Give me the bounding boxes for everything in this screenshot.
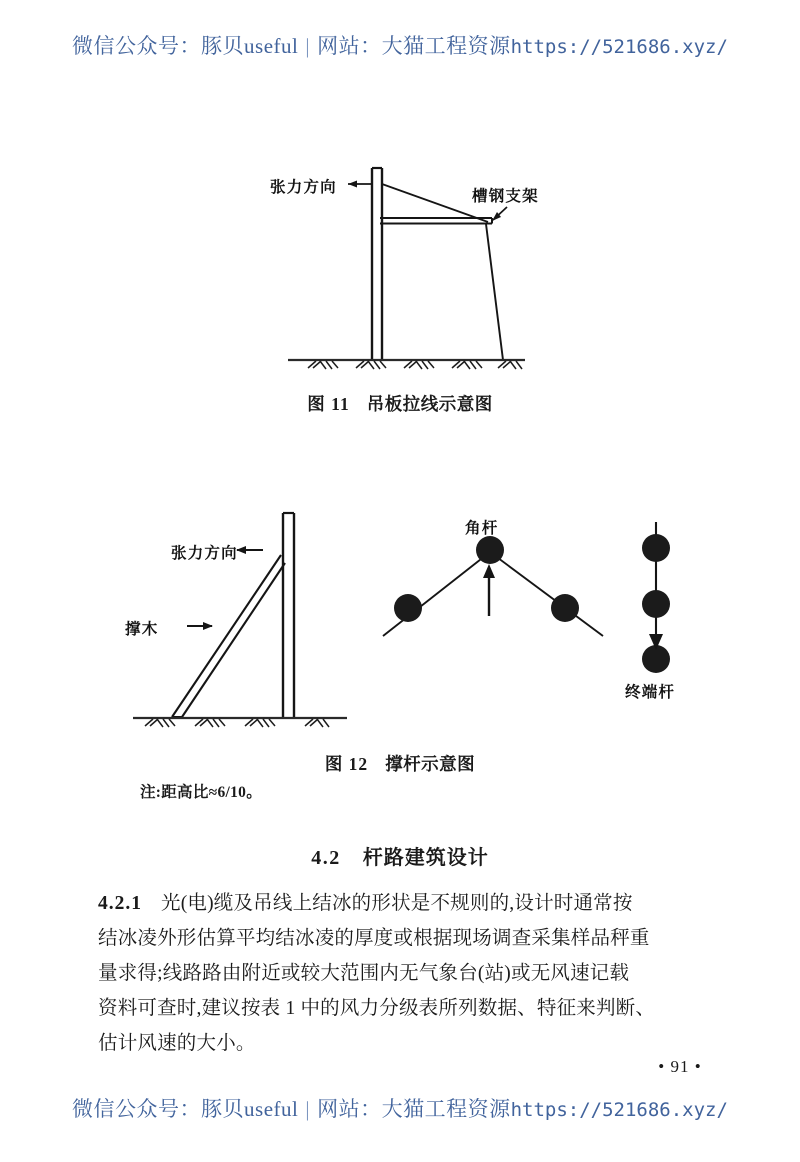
watermark-url: https://521686.xyz/ xyxy=(510,36,728,58)
resultant-force-arrow xyxy=(483,564,495,616)
clause-line-text: 结冰凌外形估算平均结冰凌的厚度或根据现场调查采集样品秤重 xyxy=(98,928,650,949)
section-heading-4-2 xyxy=(0,841,800,870)
clause-number: 4.2.1 xyxy=(98,893,142,914)
figure-12-terminal-pole-drawing xyxy=(615,522,725,687)
watermark-wechat-label: 微信公众号： xyxy=(72,1097,202,1121)
watermark-site-value: 大猫工程资源 xyxy=(381,34,511,58)
clause-line xyxy=(98,886,718,921)
watermark-wechat-label: 微信公众号： xyxy=(72,34,202,58)
ground-hatching xyxy=(308,361,522,369)
figure-11-label-channel-steel-bracket: 槽钢支架 xyxy=(472,188,539,205)
terminal-route-node-middle xyxy=(642,590,670,618)
figure-12-caption-title: 撑杆示意图 xyxy=(385,754,476,774)
page-number-value: • 91 • xyxy=(658,1057,702,1076)
clause-4-2-1-body xyxy=(98,886,718,1061)
figure-12-angle-pole xyxy=(375,508,615,643)
figure-12-braced-pole-drawing xyxy=(125,505,355,730)
clause-line-text: 量求得;线路路由附近或较大范围内无气象台(站)或无风速记载 xyxy=(98,963,630,984)
ground-hatching xyxy=(145,719,329,727)
clause-line xyxy=(98,956,718,991)
figure-11-caption xyxy=(0,391,800,416)
angle-pole-node xyxy=(476,536,504,564)
clause-line xyxy=(98,921,718,956)
clause-line-text: 估计风速的大小。 xyxy=(98,1033,256,1054)
figure-12-note: 注:距高比≈6/10。 xyxy=(140,784,263,801)
figure-12-label-terminal-pole: 终端杆 xyxy=(625,684,676,701)
watermark-url: https://521686.xyz/ xyxy=(510,1099,728,1121)
figure-12-label-tension-direction: 张力方向 xyxy=(171,545,238,562)
figure-12-caption-number: 图 12 xyxy=(324,754,369,774)
page-number xyxy=(0,1057,800,1077)
bracket-callout-arrow xyxy=(492,207,507,221)
tension-direction-arrow xyxy=(236,546,263,554)
clause-line xyxy=(98,991,718,1026)
watermark-separator: | xyxy=(305,34,311,58)
clause-line-text: 资料可查时,建议按表 1 中的风力分级表所列数据、特征来判断、 xyxy=(98,998,656,1019)
figure-11-label-tension-direction: 张力方向 xyxy=(270,179,337,196)
figure-11-caption-number: 图 11 xyxy=(307,394,350,414)
figure-12-label-brace-timber: 撑木 xyxy=(125,621,159,638)
route-lines xyxy=(383,552,603,636)
section-number: 4.2 xyxy=(311,847,341,869)
section-title: 杆路建筑设计 xyxy=(362,847,489,869)
tension-direction-arrow xyxy=(348,181,372,188)
watermark-site-label: 网站： xyxy=(317,1097,382,1121)
channel-steel-bracket xyxy=(380,218,492,224)
figure-12-label-angle-pole: 角杆 xyxy=(465,520,499,537)
adjacent-pole-node-right xyxy=(551,594,579,622)
figure-11-caption-title: 吊板拉线示意图 xyxy=(366,394,493,414)
clause-line-text: 光(电)缆及吊线上结冰的形状是不规则的,设计时通常按 xyxy=(161,893,633,914)
pole-vertical xyxy=(283,513,294,719)
figure-12-terminal-pole xyxy=(615,522,725,702)
terminal-route-node-top xyxy=(642,534,670,562)
watermark-site-value: 大猫工程资源 xyxy=(381,1097,511,1121)
footer-watermark xyxy=(0,1093,800,1123)
figure-12-caption xyxy=(0,751,800,776)
watermark-wechat-value: 豚贝useful xyxy=(201,34,299,58)
watermark-wechat-value: 豚贝useful xyxy=(201,1097,299,1121)
figure-11-diagram xyxy=(260,150,580,380)
pole-main xyxy=(372,168,382,360)
support-leg xyxy=(486,224,503,360)
watermark-site-label: 网站： xyxy=(317,34,382,58)
header-watermark xyxy=(0,30,800,60)
adjacent-pole-node-left xyxy=(394,594,422,622)
figure-12-braced-pole xyxy=(125,505,355,730)
watermark-separator: | xyxy=(305,1097,311,1121)
clause-line xyxy=(98,1026,718,1061)
brace-timber xyxy=(172,555,285,717)
brace-callout-arrow xyxy=(187,622,213,630)
